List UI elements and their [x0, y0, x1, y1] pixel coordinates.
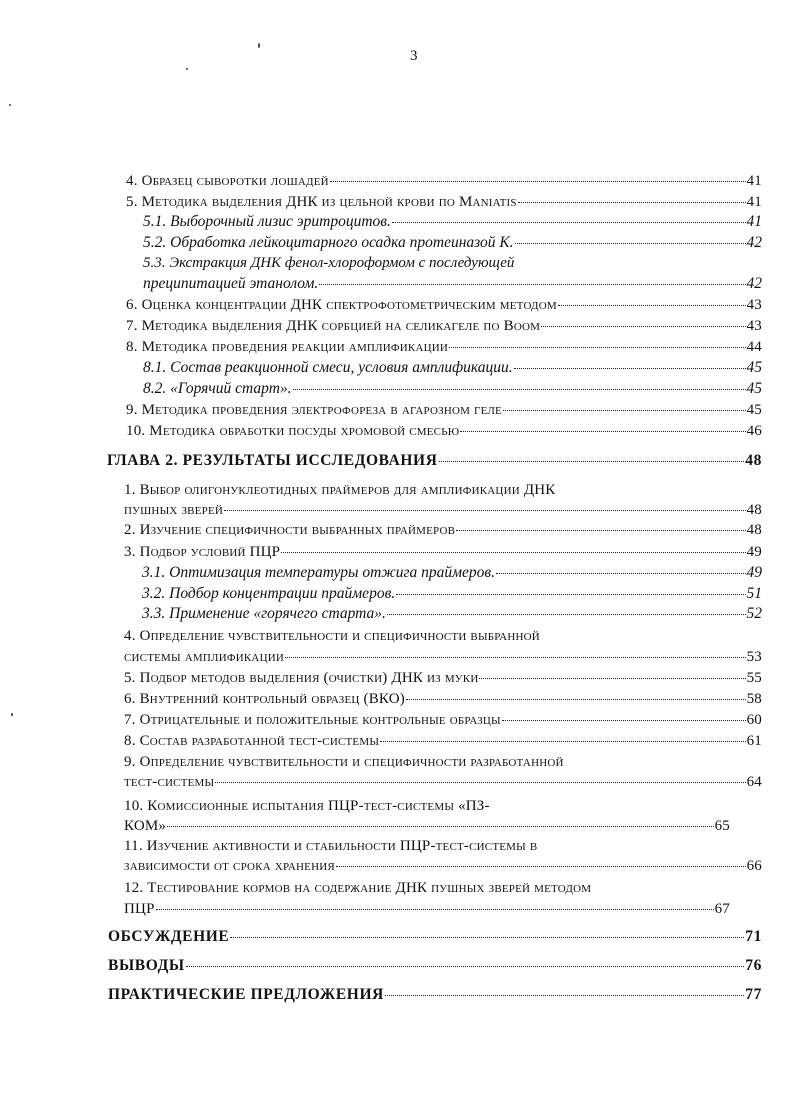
- toc-entry-title: ПЦР: [124, 901, 155, 917]
- dot-leader: [514, 367, 746, 369]
- toc-entry-page: 45: [746, 359, 762, 376]
- dot-leader: [385, 994, 744, 996]
- toc-entry-page: 45: [746, 402, 762, 418]
- toc-entry-title[interactable]: 1. Выбор олигонуклеотидных праймеров для амплификации ДНК: [124, 482, 556, 498]
- toc-entry-title: 8.2. «Горячий старт».: [143, 380, 292, 397]
- toc-entry-page: 52: [746, 605, 762, 622]
- toc-entry-title: 6. Внутренний контрольный образец (ВКО): [124, 691, 405, 707]
- dot-leader: [387, 613, 746, 615]
- toc-entry-page: 60: [746, 712, 762, 728]
- dot-leader: [215, 781, 745, 783]
- dot-leader: [319, 283, 745, 285]
- toc-chapter-heading[interactable]: [108, 928, 762, 946]
- toc-entry-page: 41: [746, 173, 762, 189]
- dot-leader: [439, 460, 745, 462]
- toc-entry-title: 3.2. Подбор концентрации праймеров.: [142, 585, 396, 602]
- toc-entry[interactable]: [143, 380, 762, 398]
- toc-entry-title: ОБСУЖДЕНИЕ: [108, 928, 230, 945]
- toc-entry[interactable]: [124, 900, 730, 918]
- toc-chapter-heading[interactable]: [108, 957, 762, 975]
- dot-leader: [336, 865, 746, 867]
- toc-entry[interactable]: [126, 172, 762, 190]
- toc-entry-title: 2. Изучение специфичности выбранных праймеров: [124, 522, 456, 538]
- dot-leader: [503, 409, 746, 411]
- toc-entry-title: 9. Методика проведения электрофореза в агарозном геле: [126, 402, 502, 418]
- toc-entry[interactable]: [124, 669, 762, 687]
- dot-leader: [541, 325, 745, 327]
- toc-entry-page: 42: [746, 275, 762, 292]
- toc-entry-page: 71: [745, 928, 762, 945]
- toc-entry-page: 65: [714, 818, 730, 834]
- page-number: 3: [410, 48, 418, 64]
- dot-leader: [156, 908, 714, 910]
- toc-entry[interactable]: [126, 317, 762, 335]
- dot-leader: [456, 529, 745, 531]
- toc-entry-title: преципитацией этанолом.: [143, 275, 319, 292]
- toc-entry-title: 5. Подбор методов выделения (очистки) ДНК из муки: [124, 670, 479, 686]
- toc-entry[interactable]: [142, 564, 762, 582]
- toc-entry-page: 42: [746, 234, 762, 251]
- dot-leader: [330, 180, 746, 182]
- toc-entry-page: 44: [746, 339, 762, 355]
- toc-entry-title: 8. Методика проведения реакции амплификации: [126, 339, 449, 355]
- dot-leader: [186, 965, 745, 967]
- toc-entry-page: 76: [745, 957, 762, 974]
- toc-entry[interactable]: [124, 521, 762, 539]
- toc-entry-page: 61: [746, 733, 762, 749]
- dot-leader: [167, 825, 713, 827]
- toc-entry-page: 49: [746, 564, 762, 581]
- toc-entry[interactable]: [142, 605, 762, 623]
- dot-leader: [558, 304, 746, 306]
- dot-leader: [380, 740, 745, 742]
- toc-entry-title: 8.1. Состав реакционной смеси, условия амплификации.: [143, 359, 513, 376]
- dot-leader: [224, 509, 746, 511]
- toc-entry[interactable]: [124, 648, 762, 666]
- toc-entry-title: 4. Образец сыворотки лошадей: [126, 173, 329, 189]
- dot-leader: [392, 221, 746, 223]
- toc-entry-page: 58: [746, 691, 762, 707]
- toc-entry[interactable]: [124, 732, 762, 750]
- toc-chapter-heading[interactable]: [107, 452, 762, 470]
- toc-entry[interactable]: [126, 193, 762, 211]
- toc-entry-page: 41: [746, 213, 762, 230]
- toc-entry-page: 46: [746, 423, 762, 439]
- dot-leader: [479, 677, 745, 679]
- toc-entry[interactable]: [124, 711, 762, 729]
- dot-leader: [396, 593, 745, 595]
- toc-entry[interactable]: [126, 401, 762, 419]
- toc-entry[interactable]: [124, 690, 762, 708]
- dot-leader: [502, 719, 746, 721]
- dot-leader: [449, 346, 746, 348]
- toc-entry-title: 3.3. Применение «горячего старта».: [142, 605, 386, 622]
- toc-entry-page: 77: [745, 986, 762, 1003]
- toc-entry[interactable]: [126, 338, 762, 356]
- toc-chapter-heading[interactable]: [108, 986, 762, 1004]
- toc-entry-title: 3. Подбор условий ПЦР: [124, 544, 281, 560]
- dot-leader: [496, 572, 745, 574]
- toc-entry-page: 66: [746, 858, 762, 874]
- toc-entry-title[interactable]: 11. Изучение активности и стабильности ПЦР-тест-системы в: [124, 838, 538, 854]
- toc-entry[interactable]: [126, 296, 762, 314]
- toc-entry-page: 41: [746, 194, 762, 210]
- toc-entry-title: тест-системы: [124, 774, 215, 790]
- dot-leader: [460, 430, 745, 432]
- toc-entry[interactable]: [143, 275, 762, 293]
- toc-entry[interactable]: [124, 543, 762, 561]
- toc-entry-title: 7. Отрицательные и положительные контрольные образцы: [124, 712, 501, 728]
- toc-entry-title: 5. Методика выделения ДНК из цельной крови по Maniatis: [126, 194, 517, 210]
- toc-entry[interactable]: [143, 213, 762, 231]
- toc-entry-page: 67: [714, 901, 730, 917]
- toc-entry[interactable]: [143, 359, 762, 377]
- dot-leader: [515, 242, 746, 244]
- toc-entry[interactable]: [142, 585, 762, 603]
- toc-entry[interactable]: [143, 234, 762, 252]
- toc-entry-title: 6. Оценка концентрации ДНК спектрофотометрическим методом: [126, 297, 557, 313]
- toc-entry-title[interactable]: 12. Тестирование кормов на содержание ДНК пушных зверей методом: [124, 880, 592, 896]
- toc-entry-title[interactable]: 10. Комиссионные испытания ПЦР-тест-системы «ПЗ-: [124, 798, 490, 814]
- toc-entry-title: 5.2. Обработка лейкоцитарного осадка протеиназой К.: [143, 234, 514, 251]
- toc-entry-page: 55: [746, 670, 762, 686]
- dot-leader: [293, 388, 746, 390]
- toc-entry-title: ПРАКТИЧЕСКИЕ ПРЕДЛОЖЕНИЯ: [108, 986, 384, 1003]
- toc-entry[interactable]: [124, 501, 762, 519]
- toc-entry-title: 7. Методика выделения ДНК сорбцией на селикагеле по Boom: [126, 318, 541, 334]
- toc-entry[interactable]: [126, 422, 762, 440]
- toc-entry-title: ГЛАВА 2. РЕЗУЛЬТАТЫ ИССЛЕДОВАНИЯ: [107, 452, 438, 469]
- toc-entry-title: 8. Состав разработанной тест-системы: [124, 733, 380, 749]
- toc-entry[interactable]: [124, 773, 762, 791]
- toc-entry-title: 10. Методика обработки посуды хромовой смесью: [126, 423, 460, 439]
- dot-leader: [285, 656, 746, 658]
- toc-entry-title: зависимости от срока хранения: [124, 858, 335, 874]
- toc-entry-page: 51: [746, 585, 762, 602]
- toc-entry-page: 64: [746, 774, 762, 790]
- toc-entry-page: 48: [746, 522, 762, 538]
- toc-entry-title: 3.1. Оптимизация температуры отжига праймеров.: [142, 564, 496, 581]
- toc-entry-page: 43: [746, 297, 762, 313]
- dot-leader: [230, 936, 744, 938]
- dot-leader: [281, 551, 745, 553]
- toc-entry-page: 53: [746, 649, 762, 665]
- toc-entry-title: пушных зверей: [124, 502, 224, 518]
- toc-entry-title: ВЫВОДЫ: [108, 957, 185, 974]
- toc-entry-page: 49: [746, 544, 762, 560]
- toc-entry-page: 48: [746, 502, 762, 518]
- toc-entry-page: 48: [745, 452, 762, 469]
- toc-entry[interactable]: [124, 857, 762, 875]
- toc-entry-title: 5.1. Выборочный лизис эритроцитов.: [143, 213, 391, 230]
- toc-entry-title[interactable]: 4. Определение чувствительности и специфичности выбранной: [124, 628, 540, 644]
- toc-entry-page: 45: [746, 380, 762, 397]
- toc-entry-page: 43: [746, 318, 762, 334]
- toc-entry-title: КОМ»: [124, 818, 167, 834]
- dot-leader: [518, 201, 746, 203]
- toc-entry-title[interactable]: 9. Определение чувствительности и специфичности разработанной: [124, 754, 564, 770]
- toc-entry[interactable]: [124, 817, 730, 835]
- dot-leader: [406, 698, 746, 700]
- toc-entry-title[interactable]: 5.3. Экстракция ДНК фенол-хлороформом с последующей: [143, 255, 515, 271]
- toc-entry-title: системы амплификации: [124, 649, 284, 665]
